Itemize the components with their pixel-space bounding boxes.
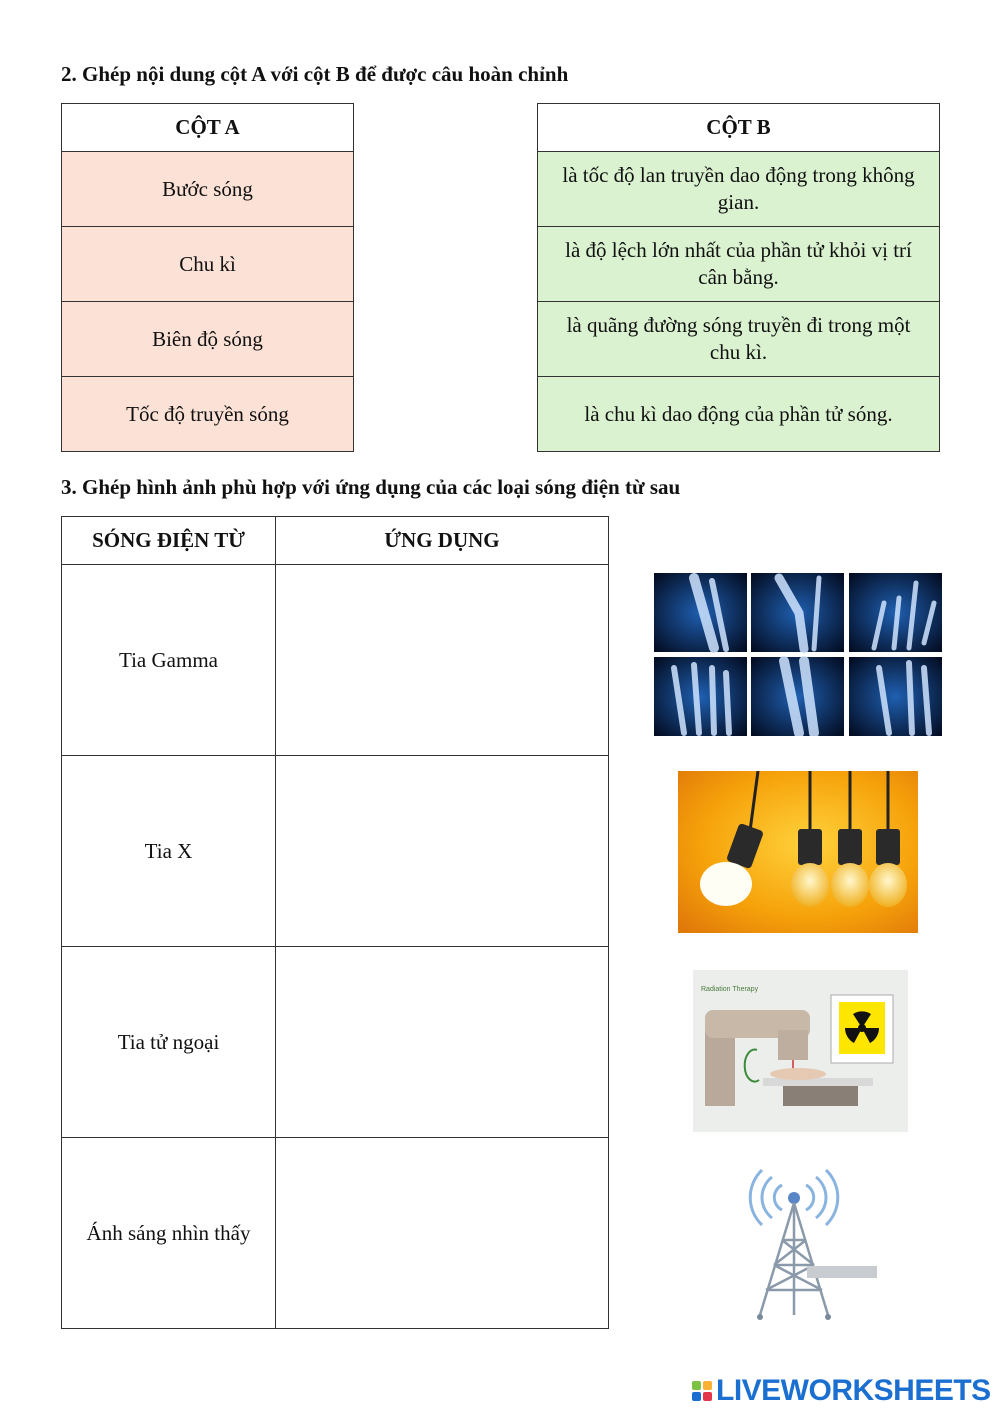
wave-name: Tia tử ngoại — [62, 947, 276, 1138]
section-2-heading: 2. Ghép nội dung cột A với cột B để được câu hoàn chỉnh — [61, 62, 569, 86]
wave-header: SÓNG ĐIỆN TỪ — [62, 517, 276, 565]
radiation-therapy-caption: Radiation Therapy — [701, 986, 759, 993]
radio-tower-image[interactable] — [712, 1165, 882, 1330]
radiation-therapy-icon — [693, 970, 908, 1132]
column-a-item[interactable]: Chu kì — [62, 227, 354, 302]
wave-name: Tia X — [62, 756, 276, 947]
xray-image[interactable] — [654, 573, 942, 736]
radio-tower-icon — [712, 1165, 882, 1330]
application-drop-zone[interactable] — [276, 947, 609, 1138]
radiation-therapy-image[interactable] — [693, 970, 908, 1132]
wave-name: Tia Gamma — [62, 565, 276, 756]
application-header: ỨNG DỤNG — [276, 517, 609, 565]
column-b-item[interactable]: là chu kì dao động của phần tử sóng. — [538, 377, 940, 452]
wave-name: Ánh sáng nhìn thấy — [62, 1138, 276, 1329]
section-3-heading: 3. Ghép hình ảnh phù hợp với ứng dụng của các loại sóng điện từ sau — [61, 475, 681, 499]
light-bulbs-icon — [678, 771, 918, 933]
column-a-item[interactable]: Bước sóng — [62, 152, 354, 227]
column-a-item[interactable]: Tốc độ truyền sóng — [62, 377, 354, 452]
column-b-header: CỘT B — [538, 104, 940, 152]
column-b-table — [537, 103, 940, 452]
application-drop-zone[interactable] — [276, 1138, 609, 1329]
column-a-table — [61, 103, 354, 452]
column-b-item[interactable]: là quãng đường sóng truyền đi trong một chu kì. — [538, 302, 940, 377]
column-b-item[interactable]: là tốc độ lan truyền dao động trong không gian. — [538, 152, 940, 227]
logo-text: LIVEWORKSHEETS — [716, 1374, 991, 1407]
light-bulbs-image[interactable] — [678, 771, 918, 933]
application-drop-zone[interactable] — [276, 756, 609, 947]
liveworksheets-logo — [692, 1374, 991, 1408]
wave-application-table — [61, 516, 609, 1329]
logo-mark-icon — [692, 1381, 712, 1401]
application-drop-zone[interactable] — [276, 565, 609, 756]
column-a-item[interactable]: Biên độ sóng — [62, 302, 354, 377]
column-b-item[interactable]: là độ lệch lớn nhất của phần tử khỏi vị trí cân bằng. — [538, 227, 940, 302]
xray-icon — [654, 573, 942, 736]
column-a-header: CỘT A — [62, 104, 354, 152]
